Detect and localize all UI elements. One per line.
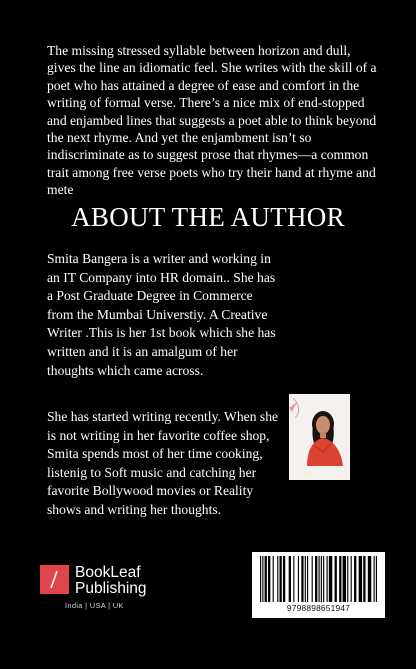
barcode-bar bbox=[327, 556, 328, 602]
author-bio-paragraph-1: Smita Bangera is a writer and working in an IT Company into HR domain.. She has a Post Graduate Degree in Commerce from the Mumbai Universtiy. A Creative Writer .This is her 1st book which she has written and it is an amalgum of her thoughts which came across. bbox=[47, 251, 276, 378]
barcode-bar bbox=[265, 556, 267, 602]
barcode-bar bbox=[354, 556, 356, 602]
barcode-bar bbox=[376, 556, 377, 602]
barcode-bar bbox=[374, 556, 375, 602]
barcode-bar bbox=[277, 556, 278, 602]
barcode-bar bbox=[307, 556, 308, 602]
barcode-bar bbox=[368, 556, 371, 602]
publisher-mark bbox=[40, 565, 69, 594]
author-portrait-image bbox=[289, 394, 350, 466]
author-photo bbox=[289, 394, 350, 480]
barcode-bar bbox=[293, 556, 294, 602]
barcode-bar bbox=[339, 556, 341, 602]
publisher-locations: India | USA | UK bbox=[65, 601, 124, 610]
barcode-bar bbox=[321, 556, 322, 602]
barcode-bar bbox=[298, 556, 299, 602]
barcode-bar bbox=[335, 556, 337, 602]
barcode-bar bbox=[268, 556, 270, 602]
barcode-bar bbox=[363, 556, 365, 602]
barcode-bar bbox=[323, 556, 324, 602]
about-the-author-heading: ABOUT THE AUTHOR bbox=[71, 202, 345, 232]
barcode-bar bbox=[262, 556, 263, 602]
barcode-bar bbox=[315, 556, 317, 602]
publisher-name bbox=[75, 565, 155, 597]
publisher-logo bbox=[40, 565, 160, 615]
barcode-bar bbox=[343, 556, 346, 602]
isbn-number: 9798898651947 bbox=[286, 603, 351, 613]
barcode-bar bbox=[260, 556, 261, 602]
barcode-bar bbox=[283, 556, 285, 602]
barcode-bar bbox=[301, 556, 303, 602]
author-bio-paragraph-2: She has started writing recently. When she is not writing in her favorite coffee shop, Smita spends most of her time cooking, listenig to Soft music and catching her favorite Bollywood movies or Reality shows and writing her thoughts. bbox=[47, 409, 279, 517]
publisher-name-text: BookLeaf Publishing bbox=[75, 564, 147, 597]
barcode-bar bbox=[305, 556, 306, 602]
barcode-bar bbox=[289, 556, 291, 602]
photo-caption bbox=[292, 467, 347, 470]
barcode-bar bbox=[347, 556, 348, 602]
isbn-barcode bbox=[252, 552, 385, 618]
barcode-bar bbox=[273, 556, 274, 602]
barcode-bar bbox=[329, 556, 332, 602]
slash-icon bbox=[40, 565, 69, 594]
barcode-bar bbox=[280, 556, 282, 602]
barcode-bar bbox=[312, 556, 313, 602]
barcode-bar bbox=[351, 556, 352, 602]
barcode-bar bbox=[319, 556, 320, 602]
barcode-bars bbox=[258, 556, 379, 602]
back-cover-blurb: The missing stressed syllable between horizon and dull, gives the line an idiomatic feel. She writes with the skill of a poet who has attained a degree of ease and comfort in the writing of formal verse. There’s a nice mix of end-stopped and enjambed lines that suggests a poet able to think beyond the next rhyme. And yet the enjambment isn’t so indiscriminate as to suggest prose that rhymes—a common trait among free verse poets who try their hand at rhyme and mete bbox=[47, 43, 377, 198]
barcode-bar bbox=[359, 556, 362, 602]
